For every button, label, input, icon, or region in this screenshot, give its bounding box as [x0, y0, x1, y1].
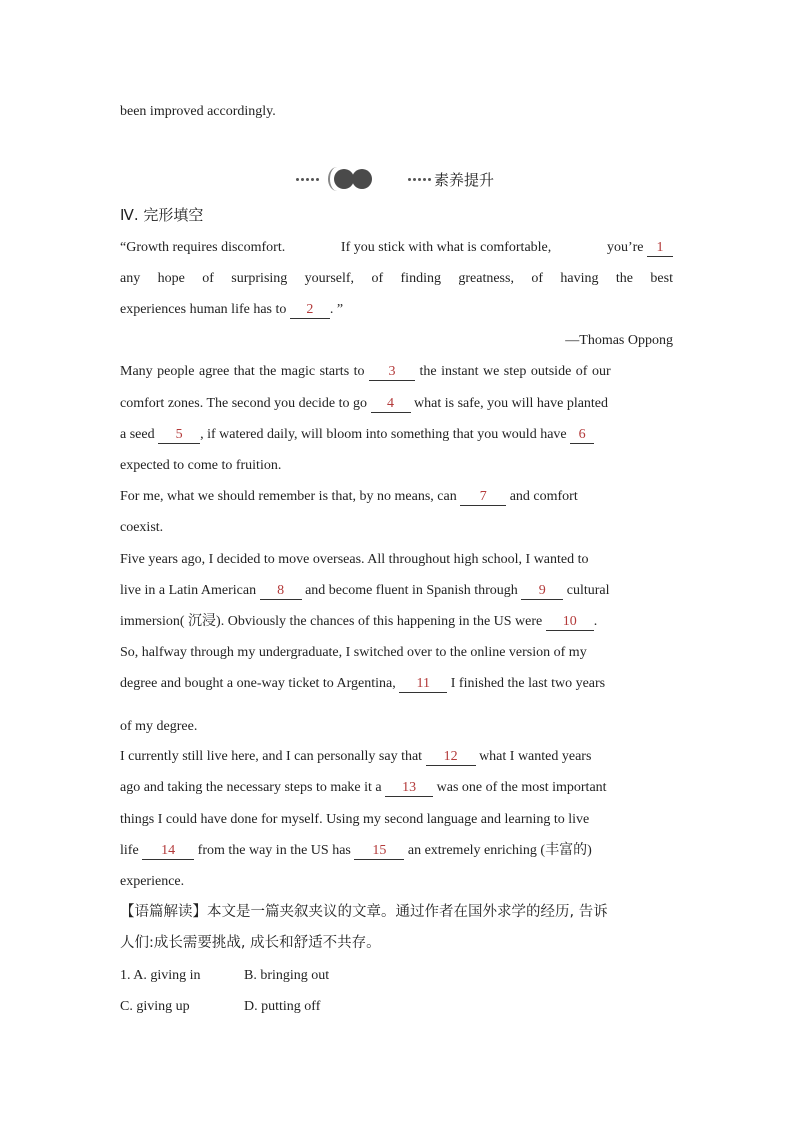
- blank-7[interactable]: 7: [460, 489, 506, 506]
- passage-line-2: comfort zones. The second you decide to go 4 what is safe, you will have planted: [120, 396, 609, 411]
- q1-option-c[interactable]: C. giving up: [120, 999, 190, 1014]
- analysis-line-2: 人们:成长需要挑战, 成长和舒适不共存。: [120, 935, 381, 951]
- blank-12[interactable]: 12: [426, 749, 476, 766]
- blank-9[interactable]: 9: [521, 583, 563, 600]
- quote-line-2: any hope of surprising yourself, of finding greatness, of having the best: [120, 271, 673, 286]
- analysis-line-1: 【语篇解读】本文是一篇夹叙夹议的文章。通过作者在国外求学的经历, 告诉: [120, 904, 608, 920]
- passage-line-4: expected to come to fruition.: [120, 458, 282, 473]
- dots-right-icon: [408, 178, 433, 181]
- quote-line-3: experiences human life has to 2 . ”: [120, 302, 344, 317]
- blank-5[interactable]: 5: [158, 427, 200, 444]
- section-divider: [296, 166, 536, 192]
- section-title: 素养提升: [434, 171, 495, 189]
- intro-line: been improved accordingly.: [120, 104, 276, 119]
- passage-line-13: I currently still live here, and I can personally say that 12 what I wanted years: [120, 749, 592, 764]
- blank-10[interactable]: 10: [546, 614, 594, 631]
- passage-line-10: So, halfway through my undergraduate, I switched over to the online version of my: [120, 645, 587, 660]
- passage-line-15: things I could have done for myself. Using my second language and learning to live: [120, 812, 590, 827]
- blank-4[interactable]: 4: [371, 396, 411, 413]
- passage-line-8: live in a Latin American 8 and become fluent in Spanish through 9 cultural: [120, 583, 610, 598]
- dots-left-icon: [296, 178, 321, 181]
- quote-line-1: “Growth requires discomfort. If you stick with what is comfortable, you’re 1: [120, 238, 673, 258]
- exercise-heading: Ⅳ. 完形填空: [120, 206, 204, 224]
- blank-8[interactable]: 8: [260, 583, 302, 600]
- blank-2[interactable]: 2: [290, 302, 330, 319]
- blank-15[interactable]: 15: [354, 843, 404, 860]
- blank-14[interactable]: 14: [142, 843, 194, 860]
- passage-line-1: Many people agree that the magic starts to 3 the instant we step outside of our: [120, 364, 611, 379]
- passage-line-14: ago and taking the necessary steps to make it a 13 was one of the most important: [120, 780, 607, 795]
- blank-13[interactable]: 13: [385, 780, 433, 797]
- passage-line-9: immersion( 沉浸). Obviously the chances of this happening in the US were 10 .: [120, 614, 598, 629]
- passage-line-6: coexist.: [120, 520, 164, 535]
- blank-11[interactable]: 11: [399, 676, 447, 693]
- passage-line-5: For me, what we should remember is that, by no means, can 7 and comfort: [120, 489, 578, 504]
- passage-line-12: of my degree.: [120, 719, 198, 734]
- passage-line-11: degree and bought a one-way ticket to Argentina, 11 I finished the last two years: [120, 676, 606, 691]
- q1-option-a[interactable]: 1. A. giving in: [120, 968, 201, 983]
- passage-line-3: a seed 5 , if watered daily, will bloom into something that you would have 6: [120, 425, 673, 445]
- circles-icon: [332, 167, 374, 191]
- q1-option-d[interactable]: D. putting off: [244, 999, 321, 1014]
- q1-option-b[interactable]: B. bringing out: [244, 968, 330, 983]
- blank-3[interactable]: 3: [369, 364, 415, 381]
- passage-line-16: life 14 from the way in the US has 15 an extremely enriching (丰富的): [120, 843, 592, 858]
- passage-line-7: Five years ago, I decided to move overseas. All throughout high school, I wanted to: [120, 552, 589, 567]
- blank-6[interactable]: 6: [570, 427, 594, 444]
- blank-1[interactable]: 1: [647, 240, 673, 257]
- quote-attribution: —Thomas Oppong: [565, 333, 673, 348]
- passage-line-17: experience.: [120, 874, 185, 889]
